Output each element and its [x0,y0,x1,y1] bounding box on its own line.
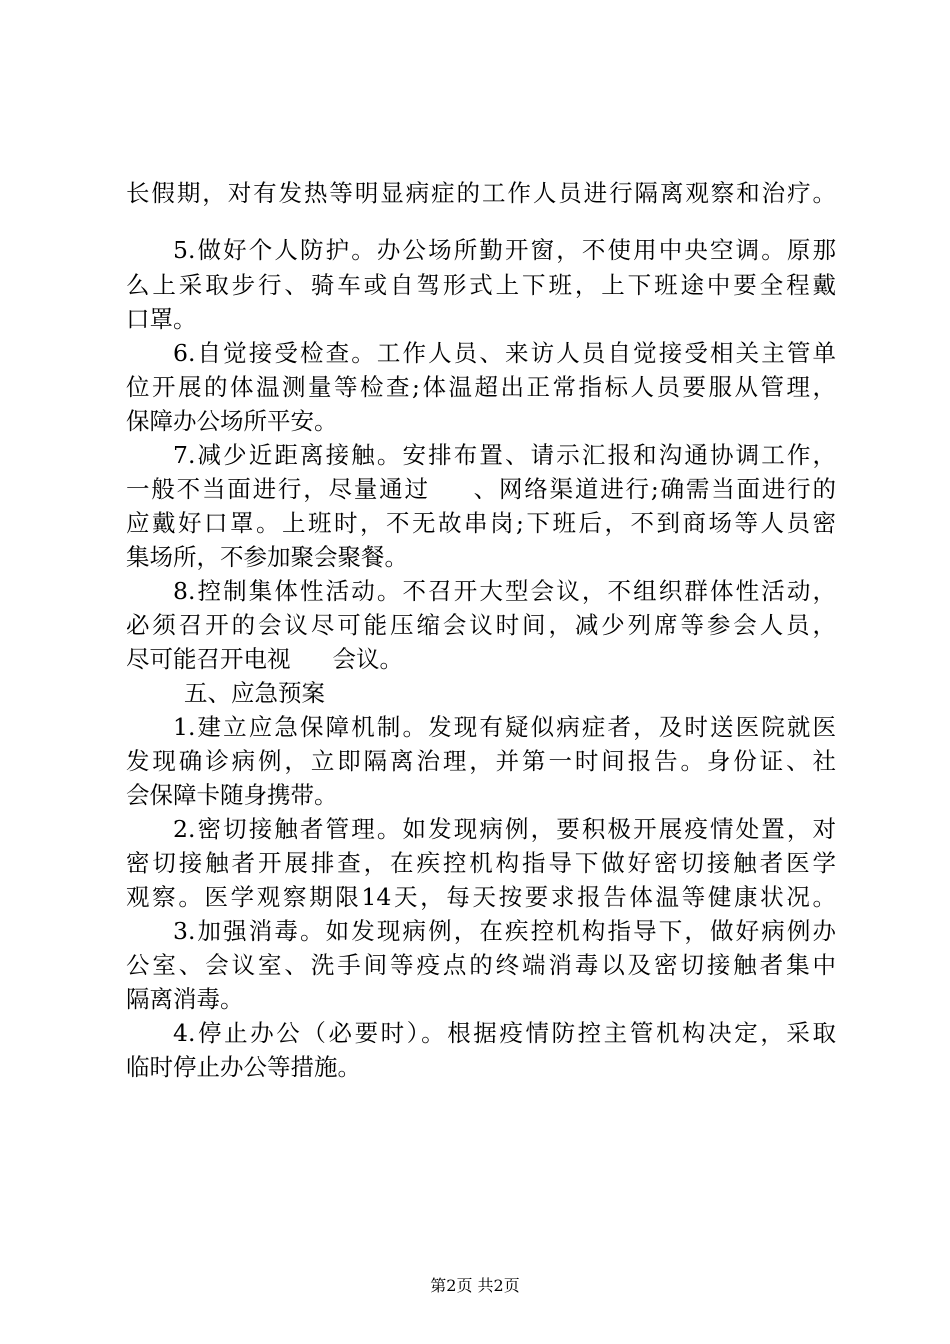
text-line: 8.控制集体性活动。不召开大型会议，不组织群体性活动， [173,577,836,605]
page-footer: 第2页 共2页 [430,1276,520,1295]
text-line: 3.加强消毒。如发现病例，在疾控机构指导下，做好病例办 [173,917,836,945]
text-line: 1.建立应急保障机制。发现有疑似病症者，及时送医院就医 [173,713,836,741]
text-line [126,472,836,506]
text-line: 隔离消毒。 [126,985,244,1013]
text-line: 密切接触者开展排查，在疾控机构指导下做好密切接触者医学 [126,849,836,877]
text-line: 位开展的体温测量等检查;体温超出正常指标人员要服从管理， [126,373,836,401]
text-line: 公室、会议室、洗手间等疫点的终端消毒以及密切接触者集中 [126,951,836,979]
text-line: 4.停止办公（必要时）。根据疫情防控主管机构决定，采取 [173,1019,836,1047]
text-line: 应戴好口罩。上班时，不无故串岗;下班后，不到商场等人员密 [126,509,836,537]
text-line: 会保障卡随身携带。 [126,781,338,809]
text-line: 长假期，对有发热等明显病症的工作人员进行隔离观察和治疗。 [126,179,836,207]
text-segment: 一般不当面进行，尽量通过 [126,475,430,503]
text-segment: 、网络渠道进行;确需当面进行的 [471,475,836,503]
text-line: 5.做好个人防护。办公场所勤开窗，不使用中央空调。原那 [173,236,836,264]
text-line: 必须召开的会议尽可能压缩会议时间，减少列席等参会人员， [126,611,836,639]
text-line: 集场所，不参加聚会聚餐。 [126,543,408,571]
text-line [126,642,836,676]
text-line: 口罩。 [126,305,197,333]
text-line: 发现确诊病例，立即隔离治理，并第一时间报告。身份证、社 [126,747,836,775]
section-heading: 五、应急预案 [184,679,325,707]
text-segment: 尽可能召开电视 [126,645,291,673]
text-line: 么上采取步行、骑车或自驾形式上下班，上下班途中要全程戴 [126,271,836,299]
text-segment: 会议。 [332,645,403,673]
text-line: 6.自觉接受检查。工作人员、来访人员自觉接受相关主管单 [173,339,836,367]
text-line: 保障办公场所平安。 [126,407,338,435]
text-line: 临时停止办公等措施。 [126,1053,361,1081]
text-line: 2.密切接触者管理。如发现病例，要积极开展疫情处置，对 [173,815,836,843]
text-line: 观察。医学观察期限14天，每天按要求报告体温等健康状况。 [126,883,836,911]
text-line: 7.减少近距离接触。安排布置、请示汇报和沟通协调工作， [173,441,836,469]
